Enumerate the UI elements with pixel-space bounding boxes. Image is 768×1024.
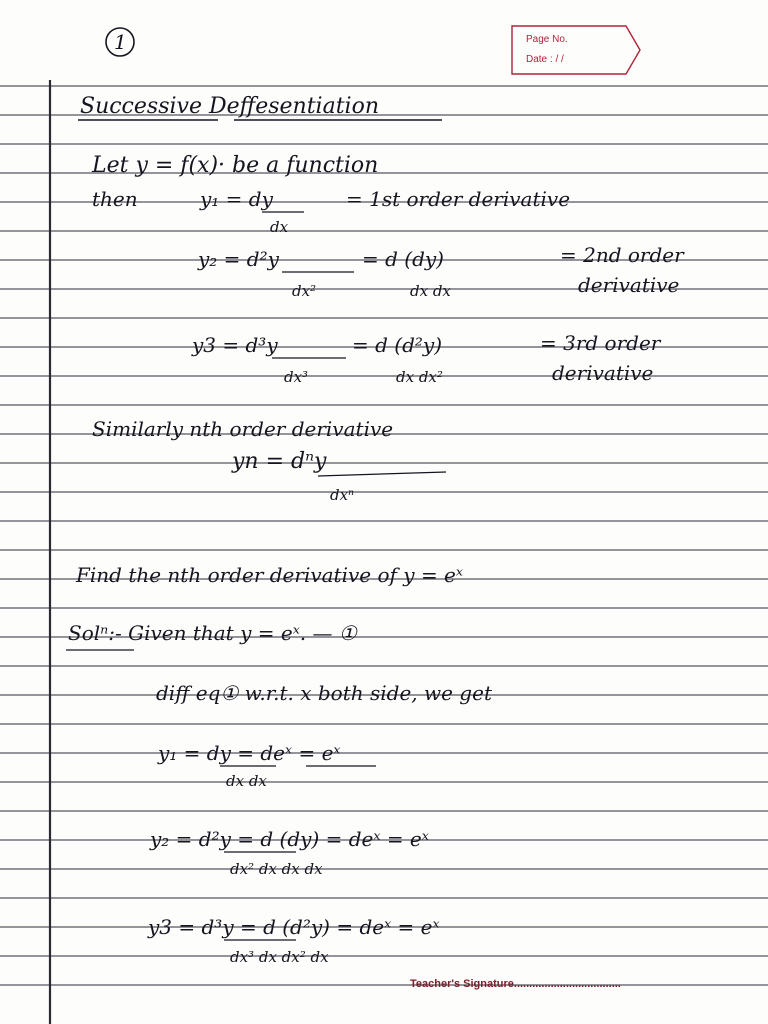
- yn-fraction-bar: [318, 472, 446, 476]
- similarly-line: Similarly nth order derivative: [92, 417, 394, 441]
- yn-lhs: yn = dⁿy: [232, 449, 327, 474]
- question-line: Find the nth order derivative of y = eˣ: [76, 563, 463, 587]
- yn-denominator: dxⁿ: [330, 486, 355, 504]
- ex-y3: y3 = d³y = d (d²y) = deˣ = eˣ: [148, 915, 440, 939]
- y2-rhs-2: derivative: [578, 273, 680, 297]
- y2-rhs-1: = 2nd order: [560, 243, 684, 267]
- y2-lhs: y₂ = d²y: [198, 247, 279, 271]
- page-number: 1: [114, 30, 127, 54]
- y1-rhs: = 1st order derivative: [346, 187, 571, 211]
- teacher-signature: Teacher's Signature...................................: [410, 978, 621, 990]
- page-date-fields: [512, 24, 620, 74]
- y3-rhs-2: derivative: [552, 361, 654, 385]
- page-no-label: Page No.: [526, 34, 568, 45]
- y3-middle: = d (d²y): [352, 333, 442, 357]
- ex-y3-denominators: dx³ dx dx² dx: [230, 948, 329, 966]
- y3-middle-denominator: dx dx²: [396, 368, 443, 386]
- y2-denominator: dx²: [292, 282, 317, 300]
- ex-y2-denominators: dx² dx dx dx: [230, 860, 323, 878]
- date-label: Date : / /: [526, 54, 564, 65]
- y1-denominator: dx: [270, 218, 289, 236]
- diff-line: diff eq① w.r.t. x both side, we get: [156, 681, 492, 705]
- y2-middle-denominator: dx dx: [410, 282, 451, 300]
- ex-y1-denominators: dx dx: [226, 772, 267, 790]
- y3-rhs-1: = 3rd order: [540, 331, 661, 355]
- y3-lhs: y3 = d³y: [192, 333, 278, 357]
- solution-line: Solⁿ:- Given that y = eˣ. — ①: [68, 621, 357, 645]
- ex-y1: y₁ = dy = deˣ = eˣ: [158, 741, 341, 765]
- page-title: Successive Deffesentiation: [80, 94, 379, 119]
- intro-line-1: Let y = f(x)· be a function: [92, 153, 379, 178]
- ex-y2: y₂ = d²y = d (dy) = deˣ = eˣ: [150, 827, 429, 851]
- intro-line-2-lead: then: [92, 187, 138, 211]
- y3-denominator: dx³: [284, 368, 309, 386]
- y2-middle: = d (dy): [362, 247, 444, 271]
- y1-lhs: y₁ = dy: [200, 187, 273, 211]
